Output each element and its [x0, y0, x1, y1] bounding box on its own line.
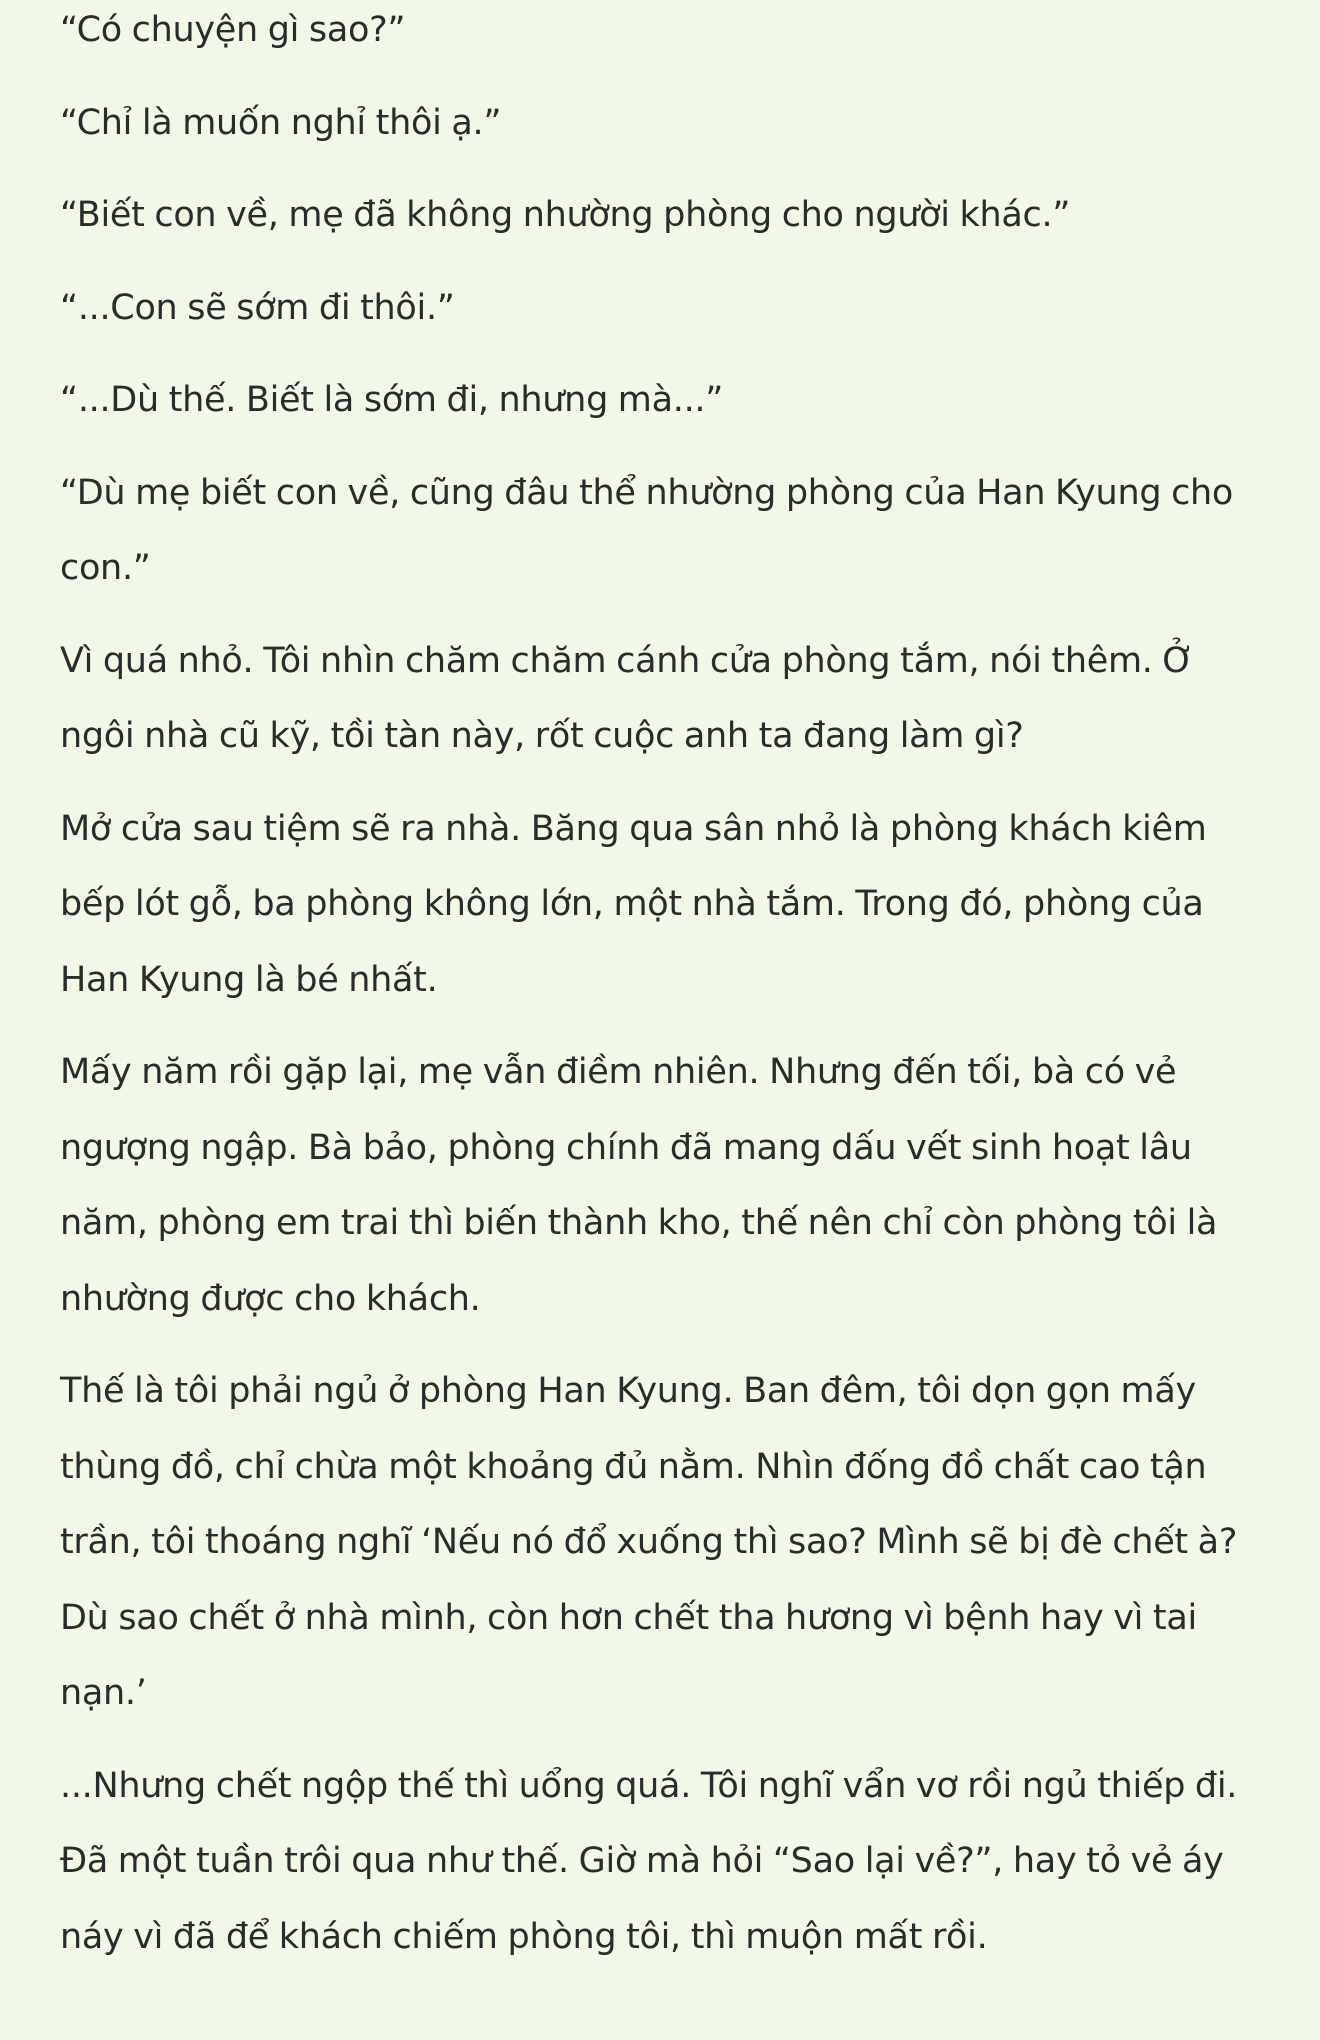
- dialogue-paragraph: “...Dù thế. Biết là sớm đi, nhưng mà...”: [60, 380, 724, 420]
- chapter-text: [60, 0, 1264, 1992]
- narration-paragraph: Mấy năm rồi gặp lại, mẹ vẫn điềm nhiên. Nhưng đến tối, bà có vẻ ngượng ngập. Bà bảo, phòng chính đã mang dấu vết sinh hoạt lâu năm, phòng em trai thì biến thành kho, thế nên chỉ còn phòng tôi là nhường được cho khách.: [60, 1052, 1218, 1319]
- dialogue-paragraph: “...Con sẽ sớm đi thôi.”: [60, 287, 455, 328]
- narration-paragraph: ...Nhưng chết ngộp thế thì uổng quá. Tôi nghĩ vẩn vơ rồi ngủ thiếp đi. Đã một tuần trôi qua như thế. Giờ mà hỏi “Sao lại về?”, hay tỏ vẻ áy náy vì đã để khách chiếm phòng tôi, thì muộn mất rồi.: [60, 1765, 1238, 1957]
- narration-paragraph: Thế là tôi phải ngủ ở phòng Han Kyung. Ban đêm, tôi dọn gọn mấy thùng đồ, chỉ chừa một khoảng đủ nằm. Nhìn đống đồ chất cao tận trần, tôi thoáng nghĩ ‘Nếu nó đổ xuống thì sao? Mình sẽ bị đè chết à? Dù sao chết ở nhà mình, còn hơn chết tha hương vì bệnh hay vì tai nạn.’: [60, 1371, 1238, 1713]
- dialogue-paragraph: “Biết con về, mẹ đã không nhường phòng cho người khác.”: [60, 195, 1071, 235]
- narration-paragraph: Vì quá nhỏ. Tôi nhìn chăm chăm cánh cửa phòng tắm, nói thêm. Ở ngôi nhà cũ kỹ, tồi tàn này, rốt cuộc anh ta đang làm gì?: [60, 640, 1195, 756]
- narration-paragraph: Mở cửa sau tiệm sẽ ra nhà. Băng qua sân nhỏ là phòng khách kiêm bếp lót gỗ, ba phòng không lớn, một nhà tắm. Trong đó, phòng của Han Kyung là bé nhất.: [60, 808, 1207, 1000]
- dialogue-paragraph: “Dù mẹ biết con về, cũng đâu thể nhường phòng của Han Kyung cho con.”: [60, 472, 1234, 588]
- dialogue-paragraph: “Chỉ là muốn nghỉ thôi ạ.”: [60, 102, 502, 143]
- dialogue-paragraph: “Có chuyện gì sao?”: [60, 10, 406, 50]
